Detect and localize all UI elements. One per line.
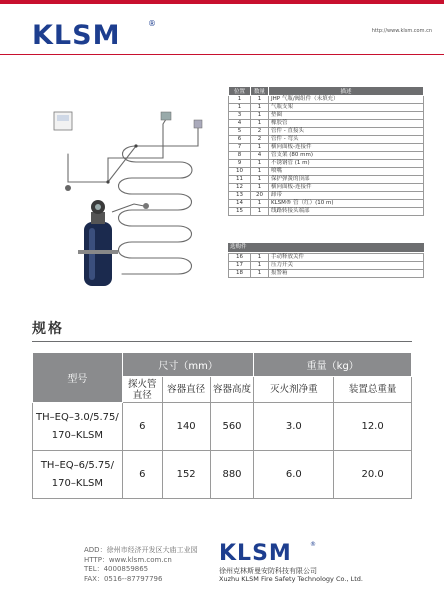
specs-divider <box>32 341 412 342</box>
website-url[interactable]: http://www.klsm.com.cn <box>371 28 432 34</box>
column-header-container-diameter: 容器直径 <box>162 377 210 403</box>
website-link[interactable]: HTTP：www.klsm.com.cn <box>84 555 172 564</box>
optional-parts-title: 选购件 <box>228 243 424 252</box>
table-row: TH–EQ–3.0/5.75/ 170–KLSM 6 140 560 3.0 12.0 <box>33 403 412 451</box>
table-row: 14 1 KLSM® 管（红）(10 m) <box>229 200 424 208</box>
table-row: 11 1 保护弹簧的顶部 <box>229 176 424 184</box>
parts-list-table <box>228 86 424 216</box>
company-name-chinese: 徐州克林斯曼安防科技有限公司 <box>219 567 317 575</box>
column-group-weight: 重量（kg） <box>254 353 412 377</box>
header-divider <box>0 54 444 55</box>
table-row: 4 1 橡胶管 <box>229 120 424 128</box>
table-row: 13 20 卸带 <box>229 192 424 200</box>
column-header-description: 描述 <box>269 87 424 96</box>
table-row: 10 1 喷嘴 <box>229 168 424 176</box>
table-row: 17 1 压力开关 <box>229 262 424 270</box>
specs-heading: 规格 <box>32 321 64 337</box>
table-row: 8 4 管支架 (80 mm) <box>229 152 424 160</box>
table-row: TH–EQ–6/5.75/ 170–KLSM 6 152 880 6.0 20.0 <box>33 451 412 499</box>
column-header-total-weight: 装置总重量 <box>334 377 412 403</box>
model-name: TH–EQ–3.0/5.75/ 170–KLSM <box>33 403 123 451</box>
fire-extinguisher-cylinder-icon <box>78 200 118 286</box>
table-row: 18 1 报警箱 <box>229 270 424 278</box>
registered-mark: ® <box>148 19 156 28</box>
table-row: 9 1 不锈钢管 (1 m) <box>229 160 424 168</box>
column-header-tube-diameter: 探火管 直径 <box>122 377 162 403</box>
table-row: 3 1 垫圈 <box>229 112 424 120</box>
model-name: TH–EQ–6/5.75/ 170–KLSM <box>33 451 123 499</box>
column-header-container-height: 容器高度 <box>210 377 254 403</box>
top-accent-bar <box>0 0 444 4</box>
table-row: 1 1 JHP 气瓶/阀组件（未填充） <box>229 96 424 104</box>
table-row: 15 1 线路转接头端部 <box>229 208 424 216</box>
column-group-size: 尺寸（mm） <box>122 353 254 377</box>
table-row: 16 1 手动释放关件 <box>229 254 424 262</box>
address-text: ADD：徐州市经济开发区大庙工业园 <box>84 546 198 554</box>
contact-info <box>84 546 198 584</box>
footer-registered-mark: ® <box>310 541 316 548</box>
column-header-agent-weight: 灭火剂净重 <box>254 377 334 403</box>
table-row: 7 1 横向面板-连接件 <box>229 144 424 152</box>
table-row: 6 2 管件 - 弯头 <box>229 136 424 144</box>
column-header-position: 位置 <box>229 87 251 96</box>
parts-table-header <box>229 87 424 96</box>
brand-logo: KLSM <box>32 20 121 51</box>
column-header-quantity: 数量 <box>251 87 269 96</box>
specifications-table <box>32 352 412 499</box>
optional-parts-table <box>228 253 424 278</box>
table-row: 5 2 管件 - 直接头 <box>229 128 424 136</box>
table-row: 1 1 气瓶支架 <box>229 104 424 112</box>
fax-text: FAX：0516--87797796 <box>84 574 163 583</box>
phone-text: TEL：4000859865 <box>84 565 149 573</box>
table-row: 12 1 横向面板-连接件 <box>229 184 424 192</box>
footer-brand-logo: KLSM <box>219 541 292 566</box>
installation-diagram <box>48 82 218 312</box>
column-header-model: 型号 <box>33 353 123 403</box>
company-name-english: Xuzhu KLSM Fire Safety Technology Co., Ltd. <box>219 575 363 583</box>
